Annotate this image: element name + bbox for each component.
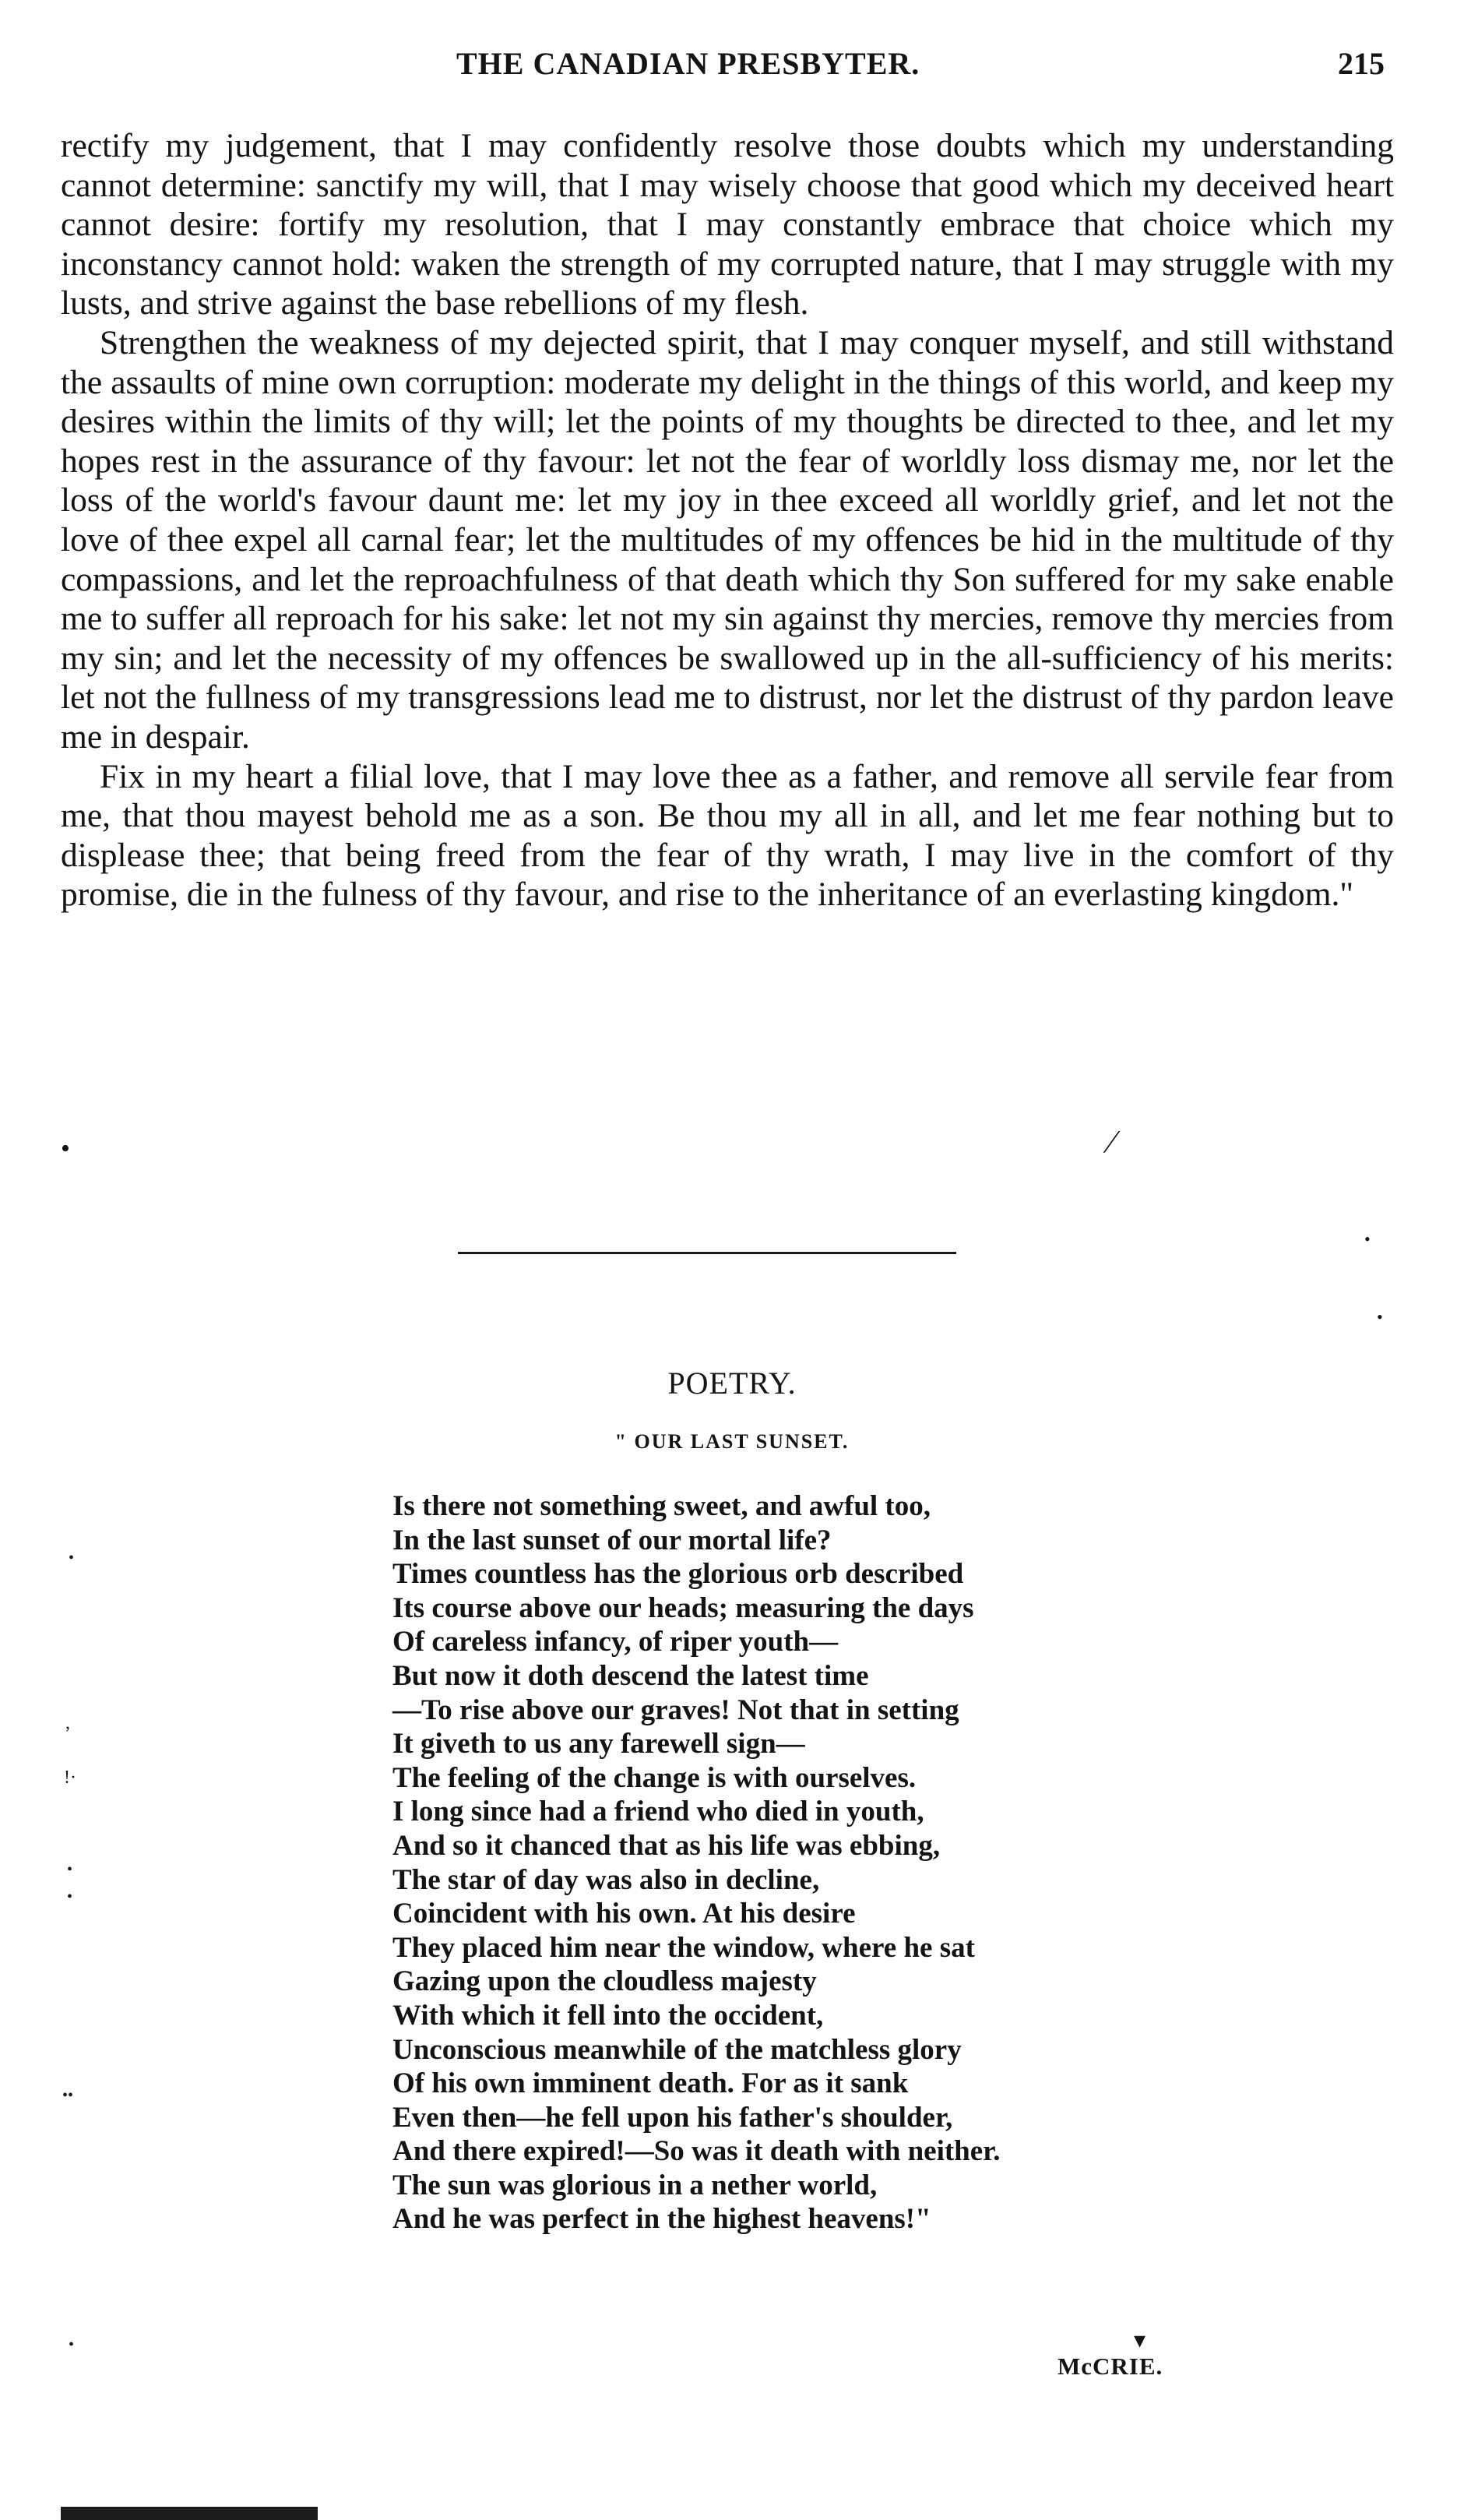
poem-line: —To rise above our graves! Not that in setting — [392, 1694, 959, 1726]
prayer-text — [61, 126, 1394, 915]
poem-line: And he was perfect in the highest heavens!" — [392, 2203, 931, 2236]
page-number: 215 — [1338, 46, 1385, 81]
poem — [392, 1489, 1000, 2236]
paragraph: Fix in my heart a filial love, that I may love thee as a father, and remove all servile fear from me, that thou mayest behold me as a son. Be thou my all in all, and let me fear nothing but to displease thee; that being freed from the fear of thy wrath, I may live in the comfort of thy promise, die in the fulness of thy favour, and rise to the inheritance of an everlasting kingdom." — [61, 757, 1394, 914]
poem-attribution: McCRIE. — [1058, 2353, 1163, 2380]
print-mark: • — [67, 1861, 73, 1878]
print-mark: •• — [62, 2087, 74, 2104]
poem-line: They placed him near the window, where he sat — [392, 1931, 975, 1964]
paragraph: Strengthen the weakness of my dejected spirit, that I may conquer myself, and still withstand the assaults of mine own corruption: moderate my delight in the things of this world, and keep my desires within the limits of thy will; let the points of my thoughts be directed to thee, and let my hopes rest in the assurance of thy favour: let not the fear of worldly loss dismay me, nor let the loss of the world's favour daunt me: let my joy in thee exceed all worldly grief, and let not the love of thee expel all carnal fear; let the multitudes of my offences be hid in the multitude of thy compassions, and let the reproachfulness of that death which thy Son suffered for my sake enable me to suffer all reproach for his sake: let not my sin against thy mercies, remove thy mercies from my sin; and let the necessity of my offences be swallowed up in the all-sufficiency of his merits: let not the fullness of my transgressions lead me to distrust, nor let the distrust of thy pardon leave me in despair. — [61, 323, 1394, 756]
print-mark: • — [67, 1888, 73, 1905]
print-mark: ⁄ — [1109, 1125, 1115, 1161]
poem-line: I long since had a friend who died in youth, — [392, 1796, 924, 1828]
print-mark: • — [1377, 1307, 1383, 1327]
print-mark: !· — [64, 1768, 76, 1788]
poem-line: The star of day was also in decline, — [392, 1863, 820, 1896]
poem-line: In the last sunset of our mortal life? — [392, 1524, 832, 1556]
page-edge-bar — [61, 2507, 318, 2520]
poem-line: Even then—he fell upon his father's shoulder, — [392, 2101, 953, 2134]
poem-title: " OUR LAST SUNSET. — [614, 1430, 850, 1453]
poem-line: The feeling of the change is with ourselves. — [392, 1761, 917, 1794]
poem-line: Its course above our heads; measuring the days — [392, 1591, 974, 1624]
running-title: THE CANADIAN PRESBYTER. — [456, 46, 920, 81]
section-divider — [458, 1252, 956, 1254]
print-mark: • — [69, 2336, 75, 2353]
poem-line: Unconscious meanwhile of the matchless glory — [392, 2033, 962, 2066]
print-mark: • — [1364, 1229, 1371, 1249]
poetry-heading: POETRY. — [667, 1366, 797, 1401]
poem-line: And so it chanced that as his life was ebbing, — [392, 1829, 941, 1862]
poem-line: With which it fell into the occident, — [392, 1999, 824, 2032]
poem-line: Of his own imminent death. For as it sank — [392, 2067, 909, 2100]
print-mark: ▾ — [1134, 2328, 1146, 2353]
poem-line: Gazing upon the cloudless majesty — [392, 1965, 817, 1998]
poem-line: Of careless infancy, of riper youth— — [392, 1626, 839, 1658]
running-head — [0, 45, 1464, 92]
poem-line: And there expired!—So was it death with neither. — [392, 2135, 1001, 2168]
print-mark: , — [65, 1713, 70, 1733]
poem-line: Times countless has the glorious orb described — [392, 1558, 964, 1591]
poem-line: The sun was glorious in a nether world, — [392, 2169, 878, 2201]
print-mark: • — [69, 1549, 75, 1567]
poem-line: Is there not something sweet, and awful too, — [392, 1490, 931, 1522]
poem-line: Coincident with his own. At his desire — [392, 1898, 856, 1930]
poem-line: But now it doth descend the latest time — [392, 1659, 869, 1692]
print-mark: • — [61, 1134, 70, 1163]
poem-line: It giveth to us any farewell sign— — [392, 1728, 805, 1760]
paragraph: rectify my judgement, that I may confidently resolve those doubts which my understanding cannot determine: sanctify my will, that I may wisely choose that good which my deceived heart cannot desire: fortify my resolution, that I may constantly embrace that choice which my inconstancy cannot hold: waken the strength of my corrupted nature, that I may struggle with my lusts, and strive against the base rebellions of my flesh. — [61, 127, 1394, 322]
